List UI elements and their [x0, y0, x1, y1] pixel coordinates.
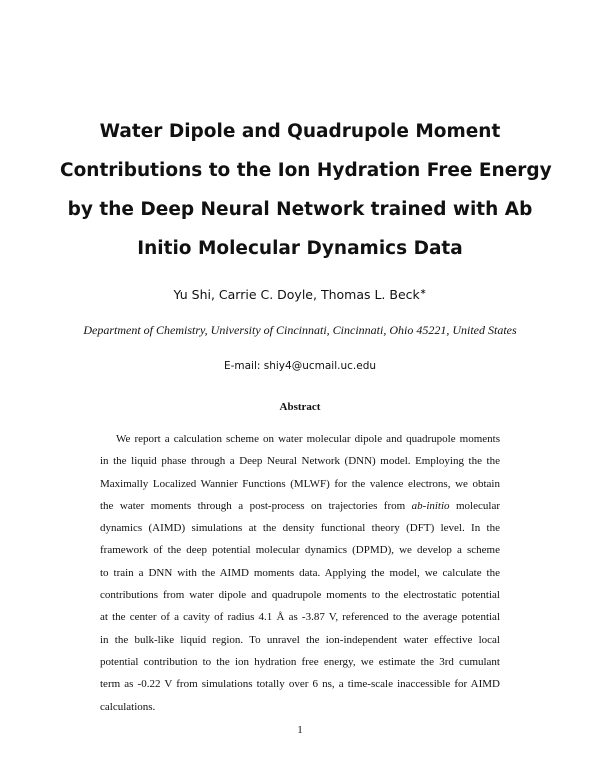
- author-list: [0, 287, 600, 302]
- abstract-line: term as -0.22 V from simulations totally over 6 ns, a time-scale inaccessible for AIMD: [100, 678, 500, 691]
- title-line: Initio Molecular Dynamics Data: [137, 238, 463, 259]
- abstract-line: dynamics (AIMD) simulations at the density functional theory (DFT) level. In the: [100, 522, 500, 535]
- emphasized-term: ab-initio: [411, 499, 450, 512]
- abstract-line: calculations.: [100, 700, 156, 713]
- paper-title: [60, 112, 552, 268]
- abstract-line: at the center of a cavity of radius 4.1 Å as -3.87 V, referenced to the average potential: [100, 611, 500, 624]
- abstract-heading: Abstract: [279, 401, 321, 413]
- title-line: by the Deep Neural Network trained with Ab: [67, 199, 533, 220]
- abstract-line: in the bulk-like liquid region. To unravel the ion-independent water effective local: [100, 633, 500, 646]
- abstract-line: contributions from water dipole and quadrupole moments to the electrostatic potential: [100, 589, 500, 602]
- page-number: 1: [297, 724, 303, 736]
- abstract-line: in the liquid phase through a Deep Neural Network (DNN) model. Employing the the: [100, 455, 500, 468]
- abstract-line: the water moments through a post-process on trajectories from ab-initio molecular: [100, 499, 500, 512]
- author-names: Yu Shi, Carrie C. Doyle, Thomas L. Beck: [173, 287, 420, 302]
- abstract-line: potential contribution to the ion hydration free energy, we estimate the 3rd cumulant: [100, 655, 500, 668]
- abstract-line: framework of the deep potential molecular dynamics (DPMD), we develop a scheme: [100, 544, 500, 557]
- abstract-line: We report a calculation scheme on water molecular dipole and quadrupole moments: [116, 433, 500, 445]
- corresponding-author-mark: ∗: [419, 286, 427, 296]
- abstract-line: to train a DNN with the AIMD moments data. Applying the model, we calculate the: [100, 566, 500, 579]
- affiliation: Department of Chemistry, University of Cincinnati, Cincinnati, Ohio 45221, United States: [83, 323, 517, 337]
- author-email: E-mail: shiy4@ucmail.uc.edu: [223, 360, 377, 372]
- abstract-body: [100, 428, 500, 718]
- title-line: Water Dipole and Quadrupole Moment: [99, 121, 501, 142]
- abstract-line: Maximally Localized Wannier Functions (MLWF) for the valence electrons, we obtain: [100, 477, 500, 490]
- title-line: Contributions to the Ion Hydration Free Energy: [60, 160, 552, 181]
